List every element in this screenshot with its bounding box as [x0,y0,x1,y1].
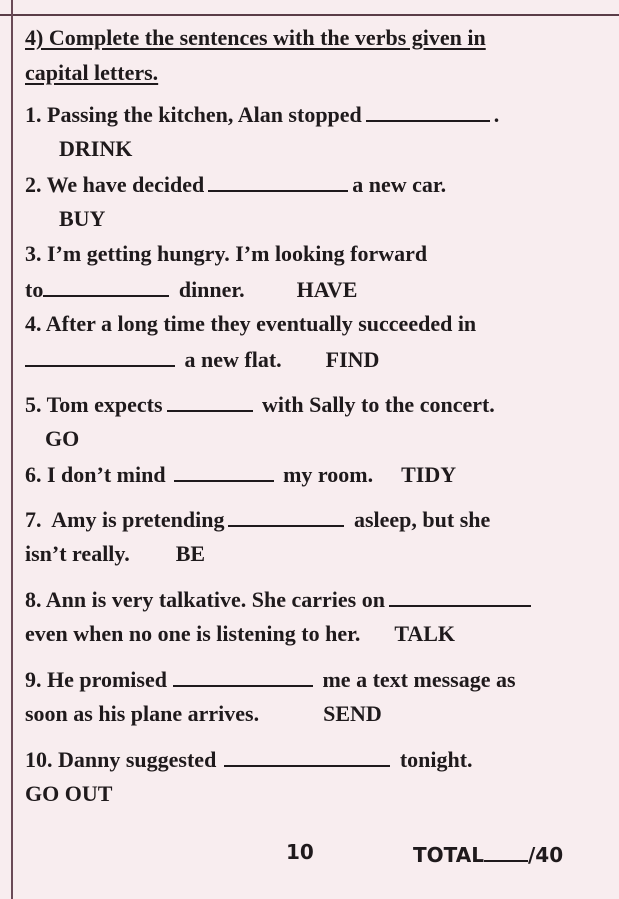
verb-prompt: FIND [325,347,380,372]
exercise-item-3 [25,236,610,306]
item-text-line2: soon as his plane arrives. [25,701,260,726]
item-text: He promised [47,667,167,692]
item-text-line2: to [25,277,44,302]
answer-blank[interactable] [173,661,313,687]
left-border [11,0,13,899]
verb-prompt: TALK [394,621,456,646]
item-text: After a long time they eventually succeeded in [45,311,477,336]
item-text-after: with Sally to the concert. [262,392,495,417]
instructions-line-2: capital letters. [25,60,159,85]
item-text: I’m getting hungry. I’m looking forward [47,241,428,266]
item-text-after: a new car. [352,172,447,197]
exercise-item-8 [25,581,610,651]
worksheet-footer [0,838,619,868]
item-text-after: . [493,102,500,127]
exercise-item-6 [25,456,610,491]
verb-prompt: DRINK [59,136,133,161]
exercise-item-1 [25,96,610,166]
item-number: 7. [25,507,42,532]
item-number: 1. [25,102,42,127]
answer-blank[interactable] [174,456,274,482]
item-number: 6. [25,462,42,487]
exercise-item-2 [25,166,610,236]
item-number: 9. [25,667,42,692]
item-number: 3. [25,241,42,266]
answer-blank[interactable] [389,581,531,607]
verb-prompt: BE [175,541,206,566]
item-text-line2: isn’t really. [25,541,130,566]
verb-prompt: TIDY [401,462,457,487]
item-text-after: asleep, but she [353,507,491,532]
answer-blank[interactable] [43,271,169,297]
verb-prompt: GO OUT [25,781,113,806]
exercise-item-4 [25,306,610,376]
total-max: /40 [527,843,564,867]
answer-blank[interactable] [25,341,175,367]
exercise-item-9 [25,661,610,731]
item-text: I don’t mind [47,462,166,487]
exercise-item-7 [25,501,610,571]
item-text-line2: even when no one is listening to her. [25,621,361,646]
instructions [25,20,610,90]
verb-prompt: BUY [59,206,106,231]
top-border [0,0,619,16]
item-text-after: a new flat. [184,347,282,372]
verb-prompt: SEND [323,701,382,726]
item-text-after: tonight. [399,747,473,772]
total-score [413,840,563,867]
item-text-after: dinner. [178,277,245,302]
verb-prompt: HAVE [296,277,358,302]
answer-blank[interactable] [228,501,344,527]
exercise-item-5 [25,386,610,456]
item-text: Tom expects [46,392,163,417]
exercise-item-10 [25,741,610,811]
item-text: Ann is very talkative. She carries on [45,587,385,612]
worksheet [25,20,610,811]
answer-blank[interactable] [167,386,253,412]
item-text: Amy is pretending [51,507,225,532]
item-text: Danny suggested [58,747,217,772]
item-number: 2. [25,172,42,197]
instructions-line-1: 4) Complete the sentences with the verbs given in [25,25,486,50]
page-number: 10 [286,840,314,864]
item-number: 8. [25,587,42,612]
item-number: 5. [25,392,42,417]
total-score-blank[interactable] [484,840,528,862]
item-text-after: me a text message as [322,667,516,692]
total-label: TOTAL [413,843,484,867]
answer-blank[interactable] [224,741,390,767]
item-text-after: my room. [283,462,374,487]
answer-blank[interactable] [208,166,348,192]
item-text: We have decided [46,172,205,197]
item-number: 10. [25,747,53,772]
item-number: 4. [25,311,42,336]
verb-prompt: GO [45,426,80,451]
item-text: Passing the kitchen, Alan stopped [47,102,362,127]
answer-blank[interactable] [366,96,490,122]
